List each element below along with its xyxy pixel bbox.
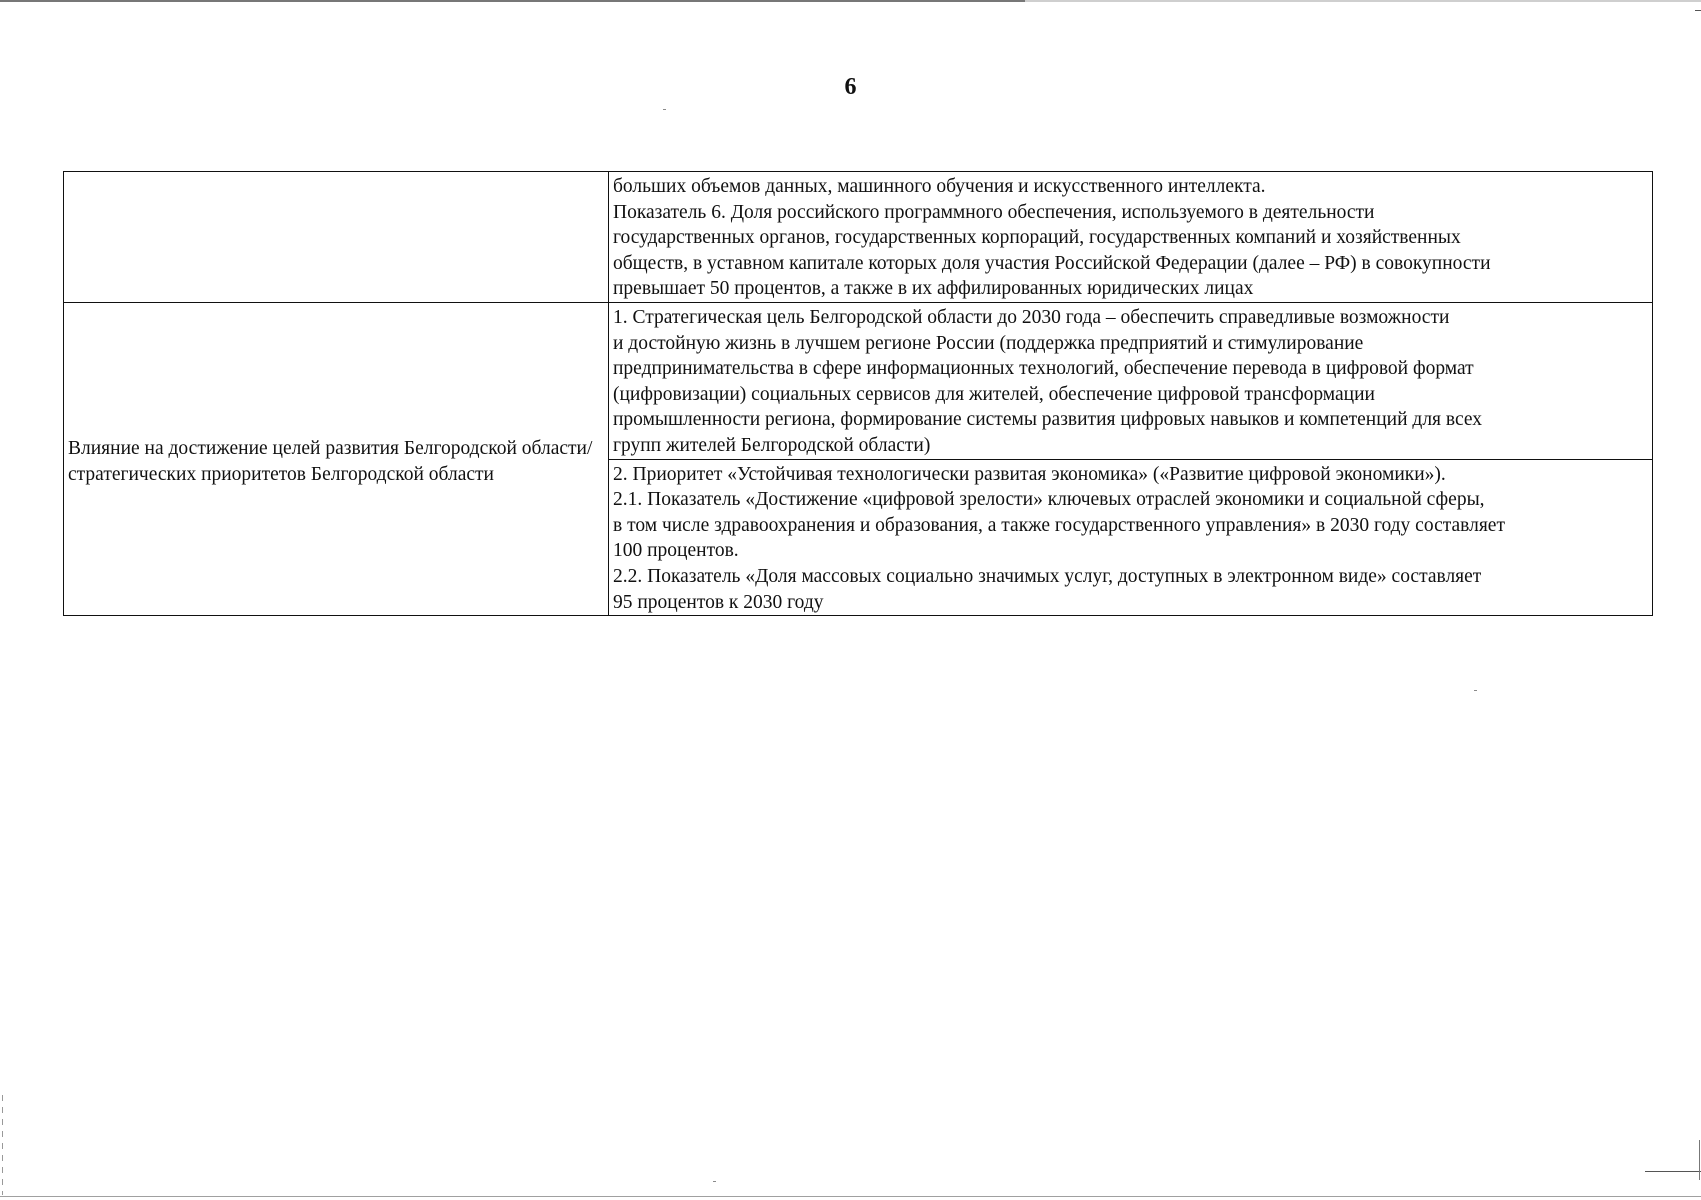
scan-speck <box>663 109 666 110</box>
text-line: 2.1. Показатель «Достижение «цифровой зрелости» ключевых отраслей экономики и социальной сферы, <box>613 489 1485 511</box>
scan-speck <box>1474 690 1477 691</box>
text-line: Показатель 6. Доля российского программного обеспечения, используемого в деятельности <box>613 201 1375 223</box>
scan-mark-top-right <box>1695 10 1701 11</box>
scan-edge-right <box>1699 1140 1700 1180</box>
scan-speck <box>713 1181 716 1182</box>
table-row <box>64 172 1653 303</box>
text-line: 2.2. Показатель «Доля массовых социально значимых услуг, доступных в электронном виде» составляет <box>613 565 1482 587</box>
text-line: 1. Стратегическая цель Белгородской области до 2030 года – обеспечить справедливые возможности <box>613 306 1450 328</box>
text-line: предпринимательства в сфере информационных технологий, обеспечение перевода в цифровой формат <box>613 358 1474 380</box>
row-content-cell <box>609 172 1653 303</box>
row-label-cell <box>64 172 609 303</box>
text-line: в том числе здравоохранения и образования, а также государственного управления» в 2030 году составляет <box>613 514 1505 536</box>
text-line: и достойную жизнь в лучшем регионе России (поддержка предприятий и стимулирование <box>613 332 1364 354</box>
text-line: (цифровизации) социальных сервисов для жителей, обеспечение цифровой трансформации <box>613 383 1375 405</box>
row-content-cell <box>609 459 1653 616</box>
scan-edge-bottom <box>0 1196 1701 1197</box>
page-number: 6 <box>844 74 857 100</box>
row-content-cell <box>609 302 1653 459</box>
scan-edge-top <box>0 0 1701 2</box>
text-line: обществ, в уставном капитале которых доля участия Российской Федерации (далее – РФ) в совокупности <box>613 252 1491 274</box>
row-label-cell: Влияние на достижение целей развития Белгородской области/стратегических приоритетов Белгородской области <box>64 302 609 615</box>
scan-mark-bottom-right <box>1645 1171 1701 1172</box>
text-line: больших объемов данных, машинного обучения и искусственного интеллекта. <box>613 176 1266 197</box>
indicators-table <box>63 171 1653 616</box>
text-line: превышает 50 процентов, а также в их аффилированных юридических лицах <box>613 278 1254 300</box>
text-line: групп жителей Белгородской области) <box>613 434 931 456</box>
text-line: 100 процентов. <box>613 540 739 562</box>
text-line: 2. Приоритет «Устойчивая технологически развитая экономика» («Развитие цифровой экономики»). <box>613 463 1446 485</box>
text-line: промышленности региона, формирование системы развития цифровых навыков и компетенций для всех <box>613 409 1483 431</box>
table-row <box>64 302 1653 459</box>
scan-edge-left <box>2 1095 3 1195</box>
text-line: государственных органов, государственных корпораций, государственных компаний и хозяйственных <box>613 227 1461 249</box>
text-line: 95 процентов к 2030 году <box>613 591 824 613</box>
